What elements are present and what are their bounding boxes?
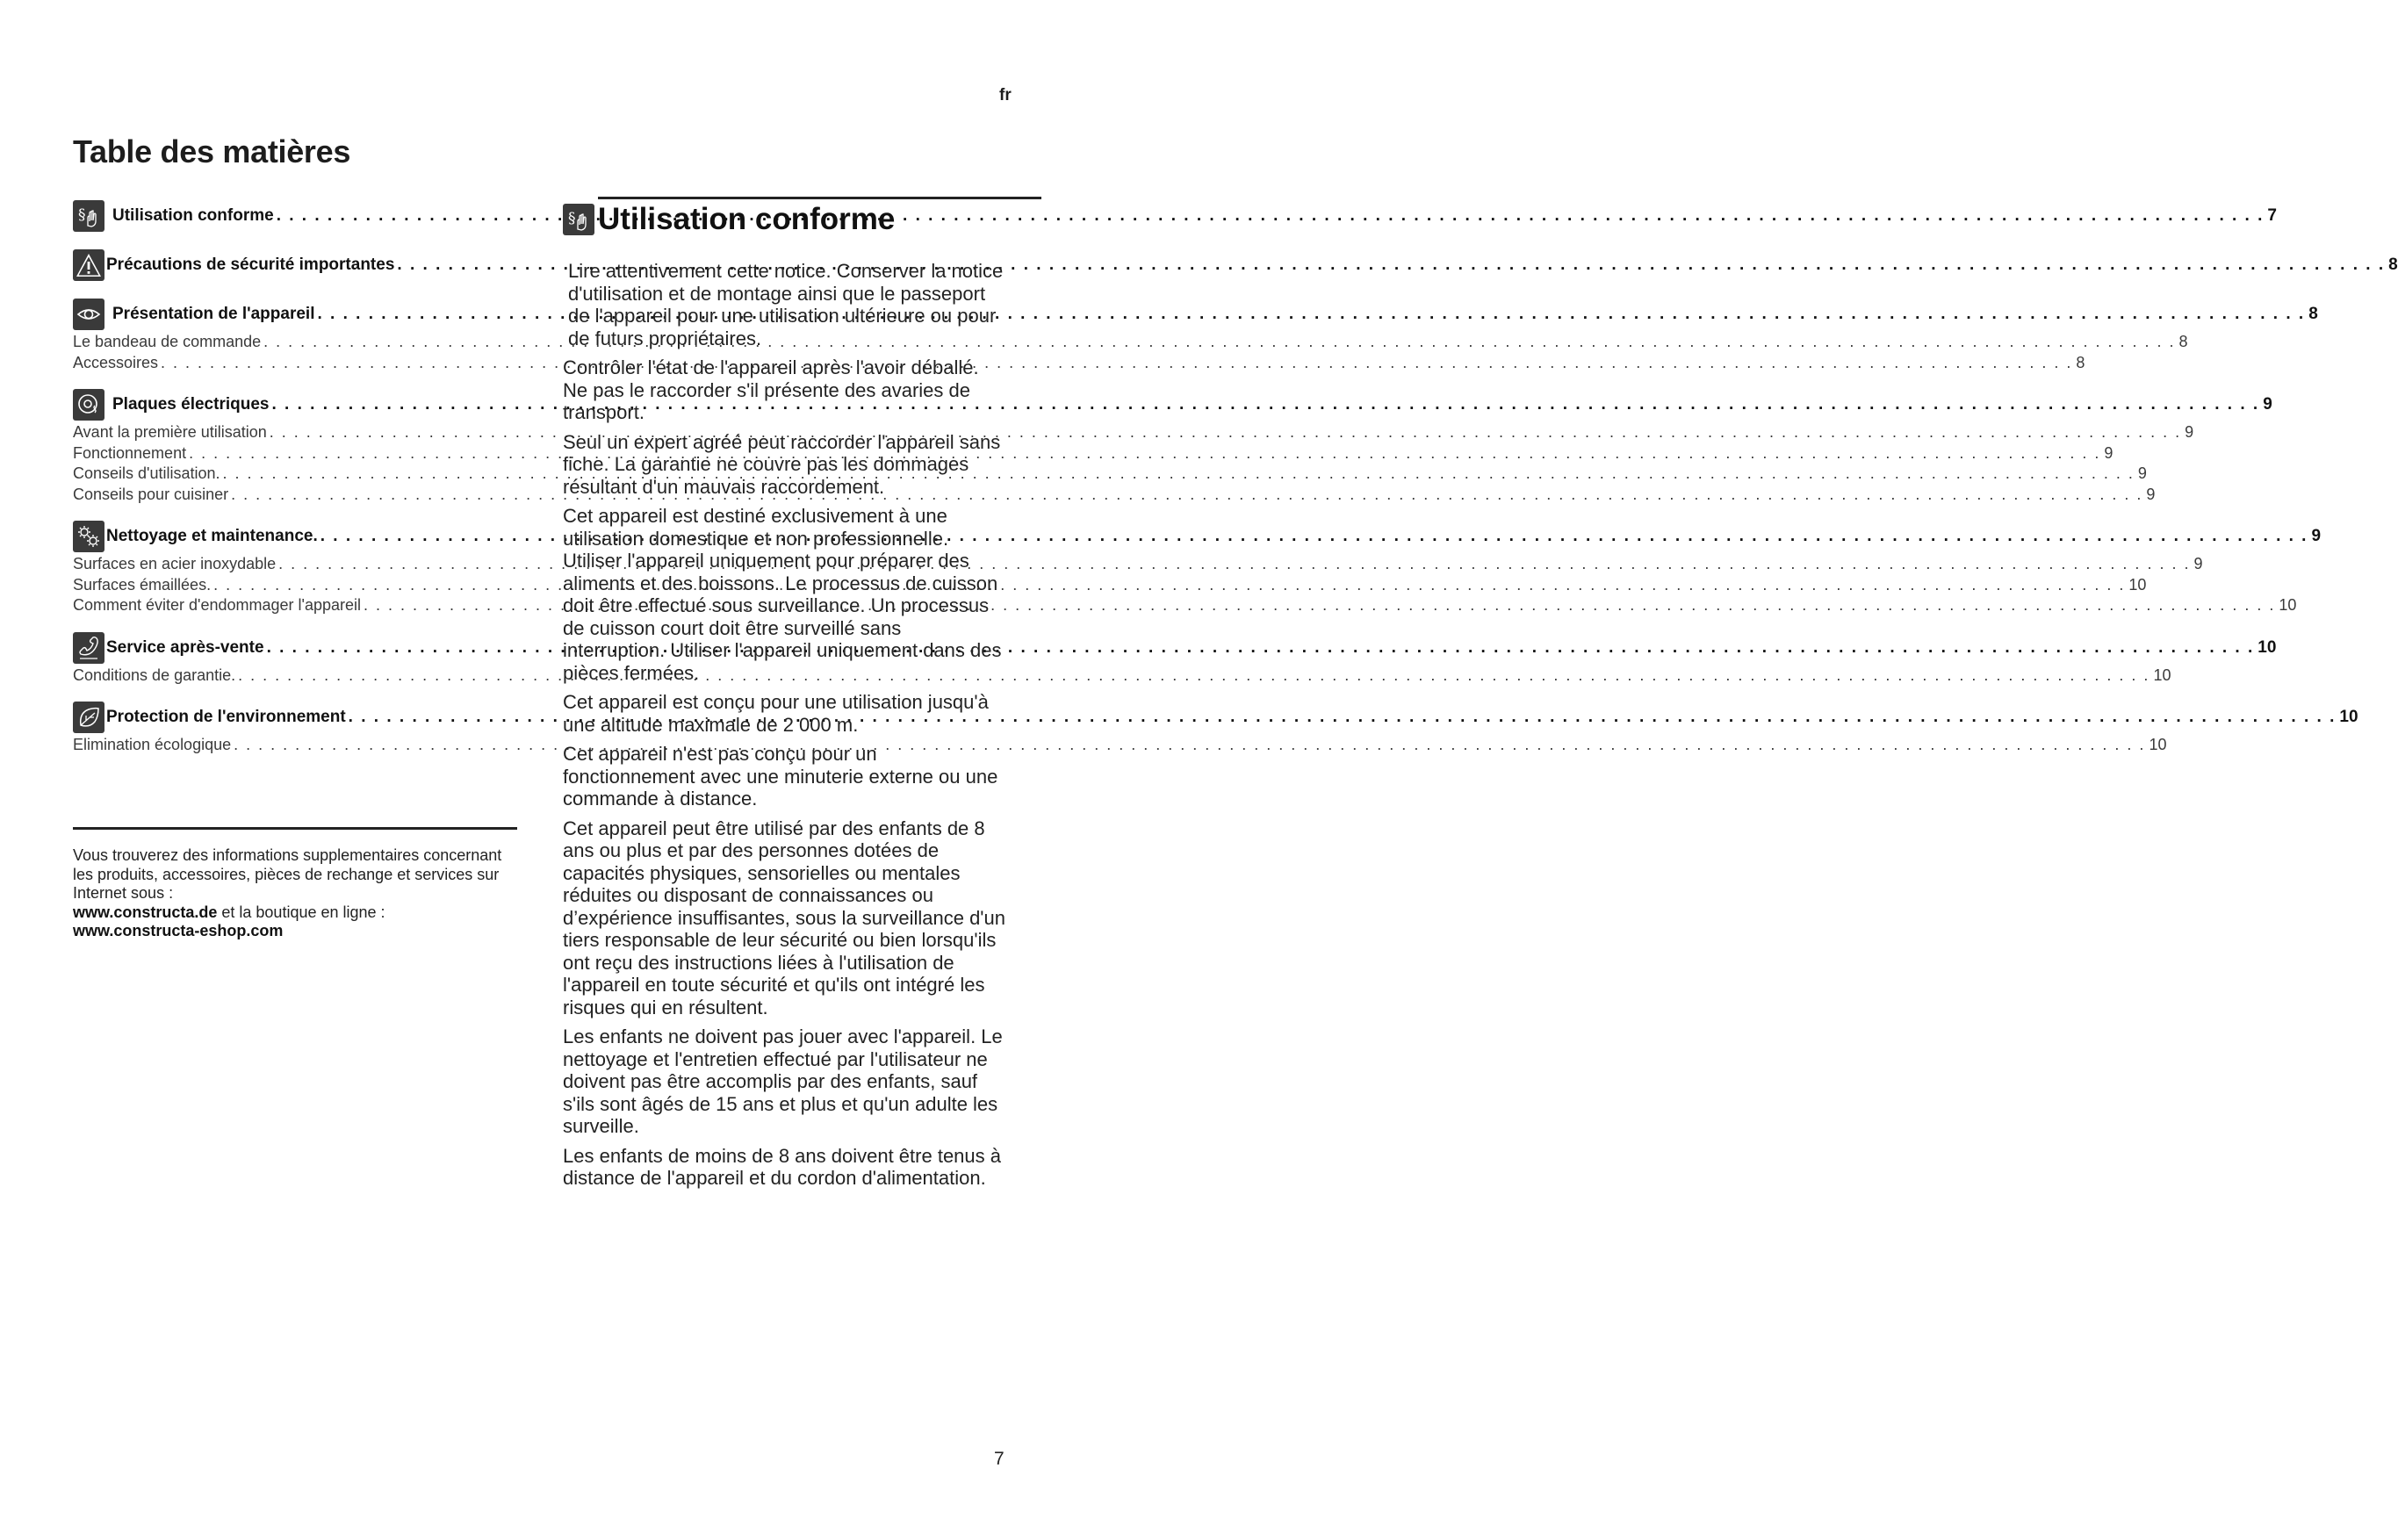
toc-subentry[interactable]: Accessoires . . . 8 [73,353,521,374]
toc-subentry[interactable]: Fonctionnement . . . 9 [73,443,521,464]
eshop-link[interactable]: www.constructa-eshop.com [73,922,284,939]
paragraph: Cet appareil est conçu pour une utilisation jusqu'à une altitude maximale de 2 000 m. [563,691,989,736]
toc-entry-page: 9 [2263,395,2272,414]
toc-subentry[interactable]: Conditions de garantie. . . . 10 [73,666,521,687]
paragraph: Contrôler l'état de l'appareil après l'avoir déballé. Ne pas le raccorder s'il présente des avaries de transport. [563,356,979,423]
toc-entry[interactable] [112,206,2277,226]
toc-entry-label: Plaques électriques [112,395,270,414]
section-body [563,260,1006,1190]
svg-text:§: § [568,210,576,227]
cleaning-icon [73,521,104,552]
paragraph: Les enfants de moins de 8 ans doivent être tenus à distance de l'appareil et du cordon d'alimentation. [563,1144,1001,1189]
paragraph-hand-icon [73,200,104,232]
hotplate-icon [73,389,104,421]
toc-entry-page: 8 [2388,255,2398,274]
toc-subentry[interactable]: Comment éviter d'endommager l'appareil . . . 10 [73,595,521,616]
toc-entry-label: Nettoyage et maintenance. [106,527,318,545]
toc-subentry[interactable]: Surfaces émaillées. . . . 10 [73,575,521,596]
phone-icon [73,632,104,664]
paragraph: Seul un expert agréé peut raccorder l'appareil sans fiche. La garantie ne couvre pas les dommages résultant d'un mauvais raccordement. [563,430,1001,498]
page-number: 7 [994,1449,1005,1469]
toc-section-utilisation [73,198,2277,234]
toc-entry-page: 10 [2258,637,2277,657]
paragraph: Lire attentivement cette notice. Conserver la notice d'utilisation et de montage ainsi que le passeport de l'appareil pour une utilisation ultérieure ou pour de futurs propriétaires. [568,260,1004,349]
toc-entry[interactable] [106,255,2398,275]
toc-entry[interactable] [106,708,2358,727]
section-utilisation-conforme [563,197,1006,1197]
toc-section-service [73,630,2277,687]
toc-section-precautions [73,248,2398,283]
leaf-icon [73,702,104,733]
toc-entry-page: 8 [2308,305,2318,323]
svg-text:§: § [78,206,86,224]
toc-subentry[interactable]: Avant la première utilisation . . . 9 [73,422,521,443]
toc-entry-label: Présentation de l'appareil [112,305,315,323]
toc-entry[interactable] [106,638,2276,658]
paragraph: Cet appareil peut être utilisé par des enfants de 8 ans ou plus et par des personnes dotées de capacités physiques, sensorielles ou mentales réduites ou disposant de connaissances ou d’expérience insuffisantes, sous la surveillance d'un tiers responsable de leur sécurité ou bien lorsqu'ils ont reçu des instructions liées à l'utilisation de l'appareil en toute sécurité et qu'ils ont intégré les risques qui en résultent. [563,817,1005,1018]
toc-entry-label: Protection de l'environnement [106,708,346,726]
toc-entry[interactable] [112,395,2272,414]
website-link[interactable]: www.constructa.de [73,903,218,921]
toc-entry-label: Précautions de sécurité importantes [106,255,395,274]
paragraph: Cet appareil est destiné exclusivement à une utilisation domestique et non professionnelle. Utiliser l'appareil uniquement pour préparer des aliments et des boissons. Le processus de cuisson doit être effectué sous surveillance. Un processus de cuisson court doit être surveillé sans interruption. Utiliser l'appareil uniquement dans des pièces fermées. [563,505,1002,684]
toc-entry[interactable] [106,527,2321,546]
paragraph: Cet appareil n'est pas conçu pour un fonctionnement avec une minuterie externe ou une commande à distance. [563,743,998,810]
section-title: Utilisation conforme [598,202,896,236]
toc-subentry[interactable]: Elimination écologique . . . 10 [73,735,521,756]
divider [598,197,1041,199]
paragraph: Les enfants ne doivent pas jouer avec l'appareil. Le nettoyage et l'entretien effectué par l'utilisateur ne doivent pas être accomplis par des enfants, sauf s'ils sont âgés de 15 ans et plus et qu'un adulte les surveille. [563,1025,1003,1137]
language-code: fr [999,86,1012,104]
toc-entry-page: 10 [2339,708,2358,726]
toc-entry-page: 9 [2311,527,2322,545]
toc-entry-page: 7 [2267,206,2277,225]
info-note: Vous trouverez des informations supplementaires concernant les produits, accessoires, pièces de rechange et services sur Internet sous : www.constructa.de et la boutique en ligne : www.constructa-eshop.com [73,846,502,939]
toc-entry-label: Utilisation conforme [112,206,274,225]
page-title: Table des matières [73,133,351,169]
paragraph-hand-icon [563,204,594,235]
toc-subentry[interactable]: Le bandeau de commande . . . 8 [73,332,521,353]
toc-entry[interactable] [112,305,2318,324]
toc-subentry[interactable]: Conseils d'utilisation. . . . 9 [73,464,521,485]
eye-icon [73,299,104,330]
divider [73,827,517,830]
toc-subentry[interactable]: Conseils pour cuisiner . . . 9 [73,485,521,506]
toc-entry-label: Service après-vente [106,637,264,657]
toc-subentry[interactable]: Surfaces en acier inoxydable . . . 9 [73,554,521,575]
warning-triangle-icon [73,249,104,281]
